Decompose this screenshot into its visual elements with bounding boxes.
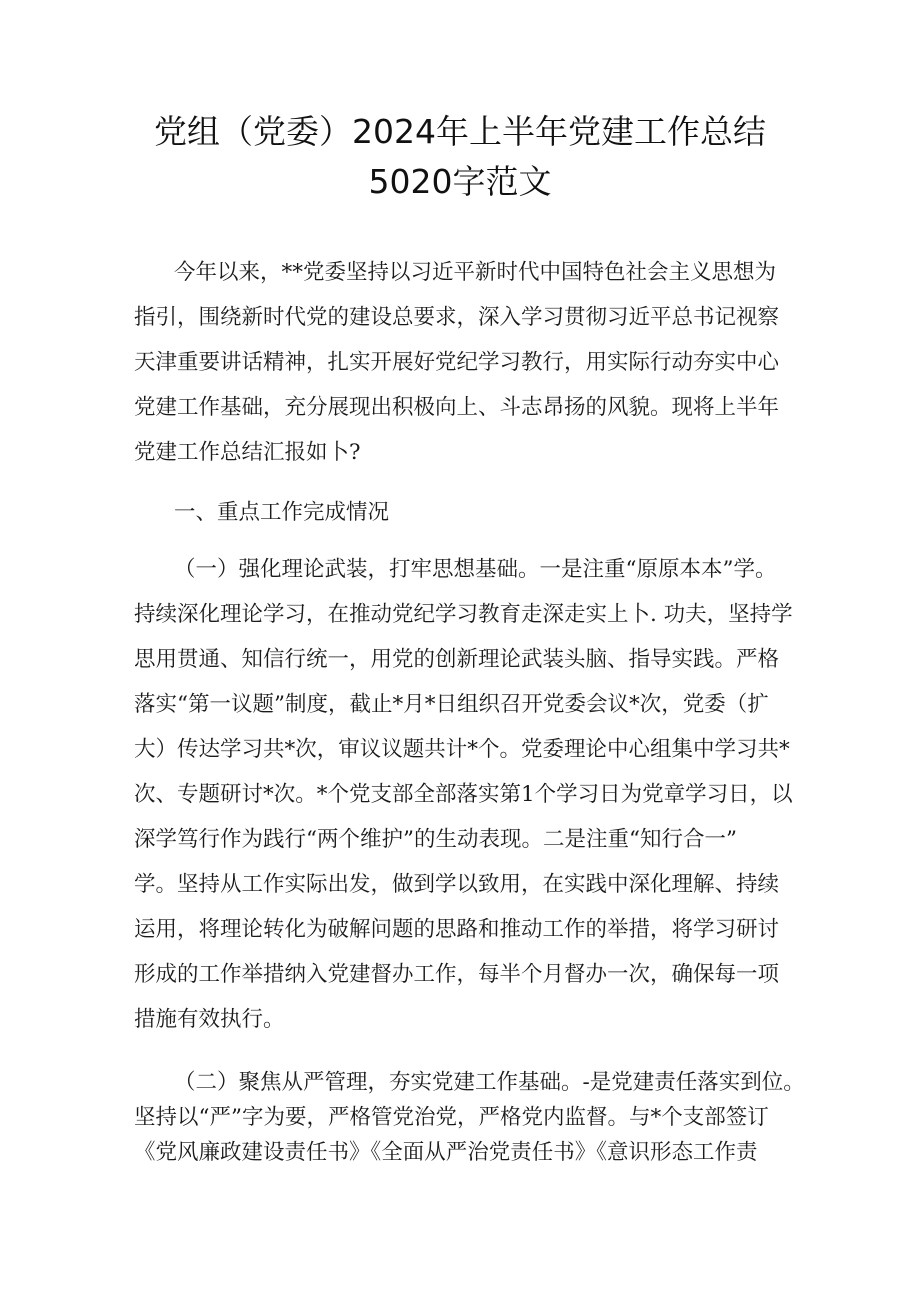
paragraph-1-line-3: 天津重要讲话精神，扎实开展好党纪学习教行，用实际行动夯实中心 — [134, 350, 780, 375]
paragraph-3-line-1: （一）强化理论武装，打牢思想基础。一是注重“原原本本”学。 — [174, 557, 777, 582]
paragraph-3-line-2: 持续深化理论学习，在推动党纪学习教育走深走实上卜. 功夫，坚持学 — [134, 602, 793, 627]
paragraph-1-line-4: 党建工作基础，充分展现出积极向上、斗志昂扬的风貌。现将上半年 — [134, 395, 780, 420]
paragraph-1-line-1: 今年以来，**党委坚持以习近平新时代中国特色社会主义思想为 — [174, 260, 777, 285]
paragraph-4-line-3: 《党风廉政建设责任书》《全面从严治党责任书》《意识形态工作责 — [134, 1140, 758, 1165]
document-title-line-2: 5020字范文 — [368, 162, 552, 201]
paragraph-1-line-2: 指引，围绕新时代党的建设总要求，深入学习贯彻习近平总书记视察 — [134, 305, 780, 330]
paragraph-3-line-4: 落实“第一议题”制度，截止*月*日组织召开党委会议*次，党委（扩 — [134, 692, 769, 717]
document-title-line-1: 党组（党委）2024年上半年党建工作总结 — [154, 112, 766, 151]
paragraph-3-line-8: 学。坚持从工作实际出发，做到学以致用，在实践中深化理解、持续 — [134, 872, 780, 897]
paragraph-3-line-7: 深学笃行作为践行“两个维护”的生动表现。二是注重“知行合一” — [134, 827, 737, 852]
paragraph-3-line-9: 运用，将理论转化为破解问题的思路和推动工作的举措，将学习研讨 — [134, 917, 780, 942]
paragraph-3-line-11: 措施有效执行。 — [134, 1007, 285, 1032]
paragraph-3-line-5: 大）传达学习共*次，审议议题共计*个。党委理论中心组集中学习共* — [134, 737, 790, 762]
section-heading: 一、重点工作完成情况 — [174, 500, 390, 525]
paragraph-4-line-1: （二）聚焦从严管理，夯实党建工作基础。-是党建责任落实到位。 — [174, 1070, 805, 1095]
paragraph-1-line-5: 党建工作总结汇报如卜? — [134, 440, 361, 465]
paragraph-3-line-10: 形成的工作举措纳入党建督办工作，每半个月督办一次，确保每一项 — [134, 962, 780, 987]
paragraph-3-line-6: 次、专题研讨*次。*个党支部全部落实第1个学习日为党章学习日，以 — [134, 782, 793, 807]
paragraph-3-line-3: 思用贯通、知信行统一，用党的创新理论武装头脑、指导实践。严格 — [134, 647, 780, 672]
paragraph-4-line-2: 坚持以“严”字为要，严格管党治党，严格党内监督。与*个支部签订 — [134, 1105, 769, 1130]
